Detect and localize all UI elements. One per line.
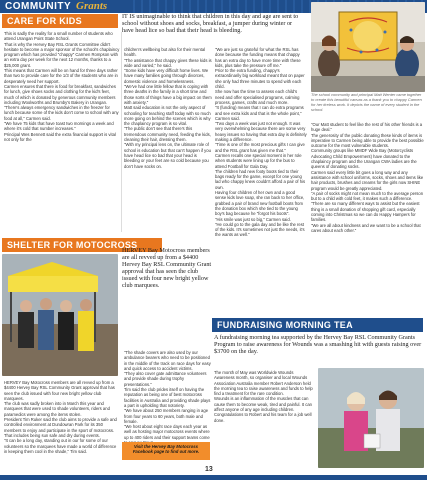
kids-col4-p: "A pair of socks might not mean much to the average person but to a child with cold feet, it makes such a difference. (311, 190, 424, 202)
kids-col3-p: Having four children of her own and a good sense kids love soap, she ran back to her office, grabbed a pair of brand new football boots from the donation box which she tied to the young boy's bag because he "forgot his boots". (215, 190, 305, 217)
kids-col4-p: Community groups like MMDF Wide Bay (Motorcyclists Advocating Child Empowerment) have donated to the chaplaincy program and the Urangan CWA ladies are the queens of donating socks. (311, 148, 417, 170)
kids-col2-p: Matt said education is not the only aspect of schooling for teaching staff today with so much more going on behind the scenes which is why the chaplaincy program is so vital. (124, 105, 211, 127)
kids-col4-p: "We are all about kindness and we want to be a school that cares about each other." (311, 222, 421, 233)
kids-col4-p: "Our Matt student to feel like the rest of his other friends is a huge deal." (311, 122, 423, 133)
kids-col2-p: "Some kids have very difficult home lives. We have many families going through divorces, domestic violence and homelessness. (124, 68, 209, 84)
section-heading-fundraising-morning-tea: FUNDRAISING MORNING TEA (212, 318, 423, 332)
kids-column-4 (311, 122, 425, 233)
moto-column-1 (4, 380, 118, 454)
kids-col2-p: "The public don't see that there's this tremendous community need, feeding the kids, cleaning their hair, dressing them. (124, 126, 211, 143)
kids-col2-p: "The assistance that chappy gives these kids is wide and varied," he said. (124, 57, 212, 68)
moto-col2-p: "They also cover gate admittance volunteers and provide shade during trophy presentations." (124, 371, 207, 387)
kids-col3-p: "He could go to the gala day and be like the rest of the kids. It's sometimes not just the needs, it's the wants as well." (215, 221, 305, 238)
moto-column-2 (124, 350, 212, 445)
page-number: 13 (205, 466, 213, 473)
moto-lead: HERVEY Bay Motocross members are all revved up from a $4400 Hervey Bay RSL Community Grant approval that has seen the club issued with four new bright yellow club marquees. (122, 247, 212, 290)
kids-column-2 (124, 47, 212, 169)
fund-body-p: Wounds is an inflammation of the muscles that can cause them to become weak, tired and painful. It can affect anyone of any age including children. (214, 396, 312, 413)
moto-col1-p: "It can be a long day, standing out in our for some of our volunteers so the marquees have made a world of difference in keeping them cool in the shade," Tim said. (4, 438, 117, 454)
section-heading-shelter-for-motocross: SHELTER FOR MOTOCROSS (2, 238, 162, 252)
moto-col2-p: "The shade covers are also used by our ambulance bearers who need to be positioned in the middle of the track on race days for easy and quick access to accident victims. (124, 350, 211, 371)
fund-body-p: The month of May was Worldwide Wounds Awareness month, so organiser and local Wounds Association Australia member Robert Anderson held the morning tea to raise awareness and funds to help find a treatment for the rare condition. (214, 370, 313, 397)
kids-col1-p: "There's always emergency sandwiches in the freezer for lunch because some of the kids don't come to school with any food at all," Carmen said. (4, 105, 119, 121)
fund-body (214, 370, 314, 423)
moto-col1-p: HERVEY Bay Motocross members are all revved up from a $4400 Hervey Bay RSL Community Grant approval that has seen the club issued with four new bright yellow club marquees. (4, 380, 115, 401)
school-canvas-photo (311, 2, 425, 92)
masthead-word: COMMUNITY (5, 1, 72, 12)
column-divider (121, 32, 122, 232)
kids-col1-p: This is sadly the reality for a small number of students who attend Urangan Point State School. (4, 31, 113, 42)
morning-tea-photo (318, 368, 424, 468)
kids-col3-p: The children had new footy boots tied to their bags ready for the game, except for one young lad who chappy knew couldn't afford a pair of his own. (215, 168, 306, 190)
fund-body-p: Congratulations to Robert and his team for a job well done. (214, 412, 312, 423)
kids-col1-p: This means that Carmen will be on hand for three days rather than two to provide care for the 1/3 of the students who are in desperately need her support. (4, 68, 118, 84)
school-canvas-caption: The school community and principal Matt Wenter came together to create this beautiful canvas as a thank you to chappy Carmen for her tireless work. It depicts the name of every student in the school. (311, 92, 422, 112)
facebook-promo-box (122, 442, 210, 460)
moto-col1-p: President Tim Ruker said the club aims to provide a safe and controlled environment at Dundowran Park for its 350 members to enjoy and participate in the sport of motocross. (4, 417, 117, 433)
section-heading-care-for-kids: CARE FOR KIDS (2, 14, 118, 28)
kids-col2-p: children's wellbeing but also for their mental health. (124, 47, 206, 58)
kids-col1-p: Carmen ensures that there is food for breakfast, sandwiches for lunch, give shoes socks and clothing for the kid's feet, much of which is donated by generous community members including Woolworths and Brumby's Bakery in Urangan. (4, 83, 116, 105)
kids-col4-p: Carmen said every little bit goes a long way and any assistance with school uniforms, socks, shoes and items like hair products, brushes and creams for the girls now SHINE program would be greatly appreciated. (311, 169, 424, 191)
kids-col2-p: "With my principal lens on, the ultimate role of school is education but that can't happen if you have head lice so bad that your head is bleeding or your feet are so cold because you don't have socks on. (124, 142, 211, 169)
kids-col1-p: "We have 75 kids that have toast two mornings a week and where it's cold that number increases." (4, 121, 114, 132)
page-footer-bar (0, 475, 427, 480)
moto-col2-p: Tim said the club prides itself on having the reputation as being one of best motocross facilities in Australia and providing shade plays a part in upholding that notoriety. (124, 387, 211, 408)
kids-col1-p: Principal Wes Bennett said the extra financial support is vital not only for the (4, 131, 116, 142)
motocross-members-photo (2, 254, 118, 376)
facebook-promo-text: Visit the Hervey Bay Motocross Facebook page to find out more. (132, 444, 200, 455)
moto-col2-p: "We have about 250 members ranging in age from four years to 60 years, both male and female. (124, 408, 209, 424)
moto-col2-p: "We host about eight race days each year as well as hosting major motocross events where up to 400 riders and their support teams come (124, 424, 210, 440)
kids-col3-p: "We are just so grateful for what the RSL has done because the funding means that chappy has an extra day to have more time with these kids, plus take the pressure off me." (215, 47, 301, 68)
kids-col4-p: "There are so many different ways to assist but the easiest thing is a small donation of shopping gift card, especially coming into Christmas so we can do Happy Hampers for families. (311, 201, 420, 223)
kids-column-3 (215, 47, 307, 272)
kids-col2-p: "We've had one little fellow that is coping with three deaths in the family in a short time and those sorts of things have a big impact on them with anxiety." (124, 84, 212, 105)
kids-col3-p: She now has the time to assess each child's need and offer specialised programs, calming process, games, crafts and much more. (215, 89, 300, 105)
kids-col3-p: Prior to the extra funding, chappy's extraordinarily big workload meant that on paper she only had three minutes to spend with each child. (215, 68, 305, 90)
kids-column-1 (4, 31, 120, 142)
kids-col3-p: "It (funding) means that I can do extra programs and see extra kids and that is the whole point," Carmen said. (215, 105, 304, 121)
fund-lead: A fundraising morning tea supported by the Hervey Bay RSL Community Grants Program to raise awareness for Wounds was a smashing hit with guests raising over $3700 on the day. (214, 334, 422, 356)
kids-lead: IT IS unimaginable to think that children in this day and age are sent to school without shoes and socks, breakfast, a jumper during winter or have head lice so bad that their head is bleeding. (122, 13, 299, 35)
kids-col4-p: The generosity of the public donating these kinds of items is imperative to Carmen being able to provide the best possible outcome for the most vulnerable students. (311, 132, 424, 149)
kids-col1-p: That is why the Hervey Bay RSL Grants Committee didn't hesitate to become a major sponsor of the school's chaplaincy program which has provided "chappy" Carmen Rompson with an extra day per week for the next 12 months, thanks to a $25,000 grant. (4, 41, 120, 68)
kids-col3-p: "Time is one of the most precious gifts I can give and the RSL grant has given me that." (215, 142, 305, 153)
kids-col3-p: "His smile was just so big," Carmen said. (215, 216, 291, 222)
masthead-script: Grants (76, 0, 108, 12)
moto-col1-p: The club was sadly broken into in March this year and marquees that were used to shade volunteers, riders and paramedics were among the items stolen. (4, 401, 110, 417)
kids-col3-p: Carmen recalls one special moment in her role when students were lining up for the bus to attend Football for Gala Day. (215, 152, 302, 169)
moto-col1-p: That includes being sun safe and dry during events. (4, 432, 100, 438)
kids-col3-p: "Two days a week was just not enough. It was very overwhelming because there are some very heavy issues so having that extra day is definitely making a difference. (215, 121, 307, 143)
